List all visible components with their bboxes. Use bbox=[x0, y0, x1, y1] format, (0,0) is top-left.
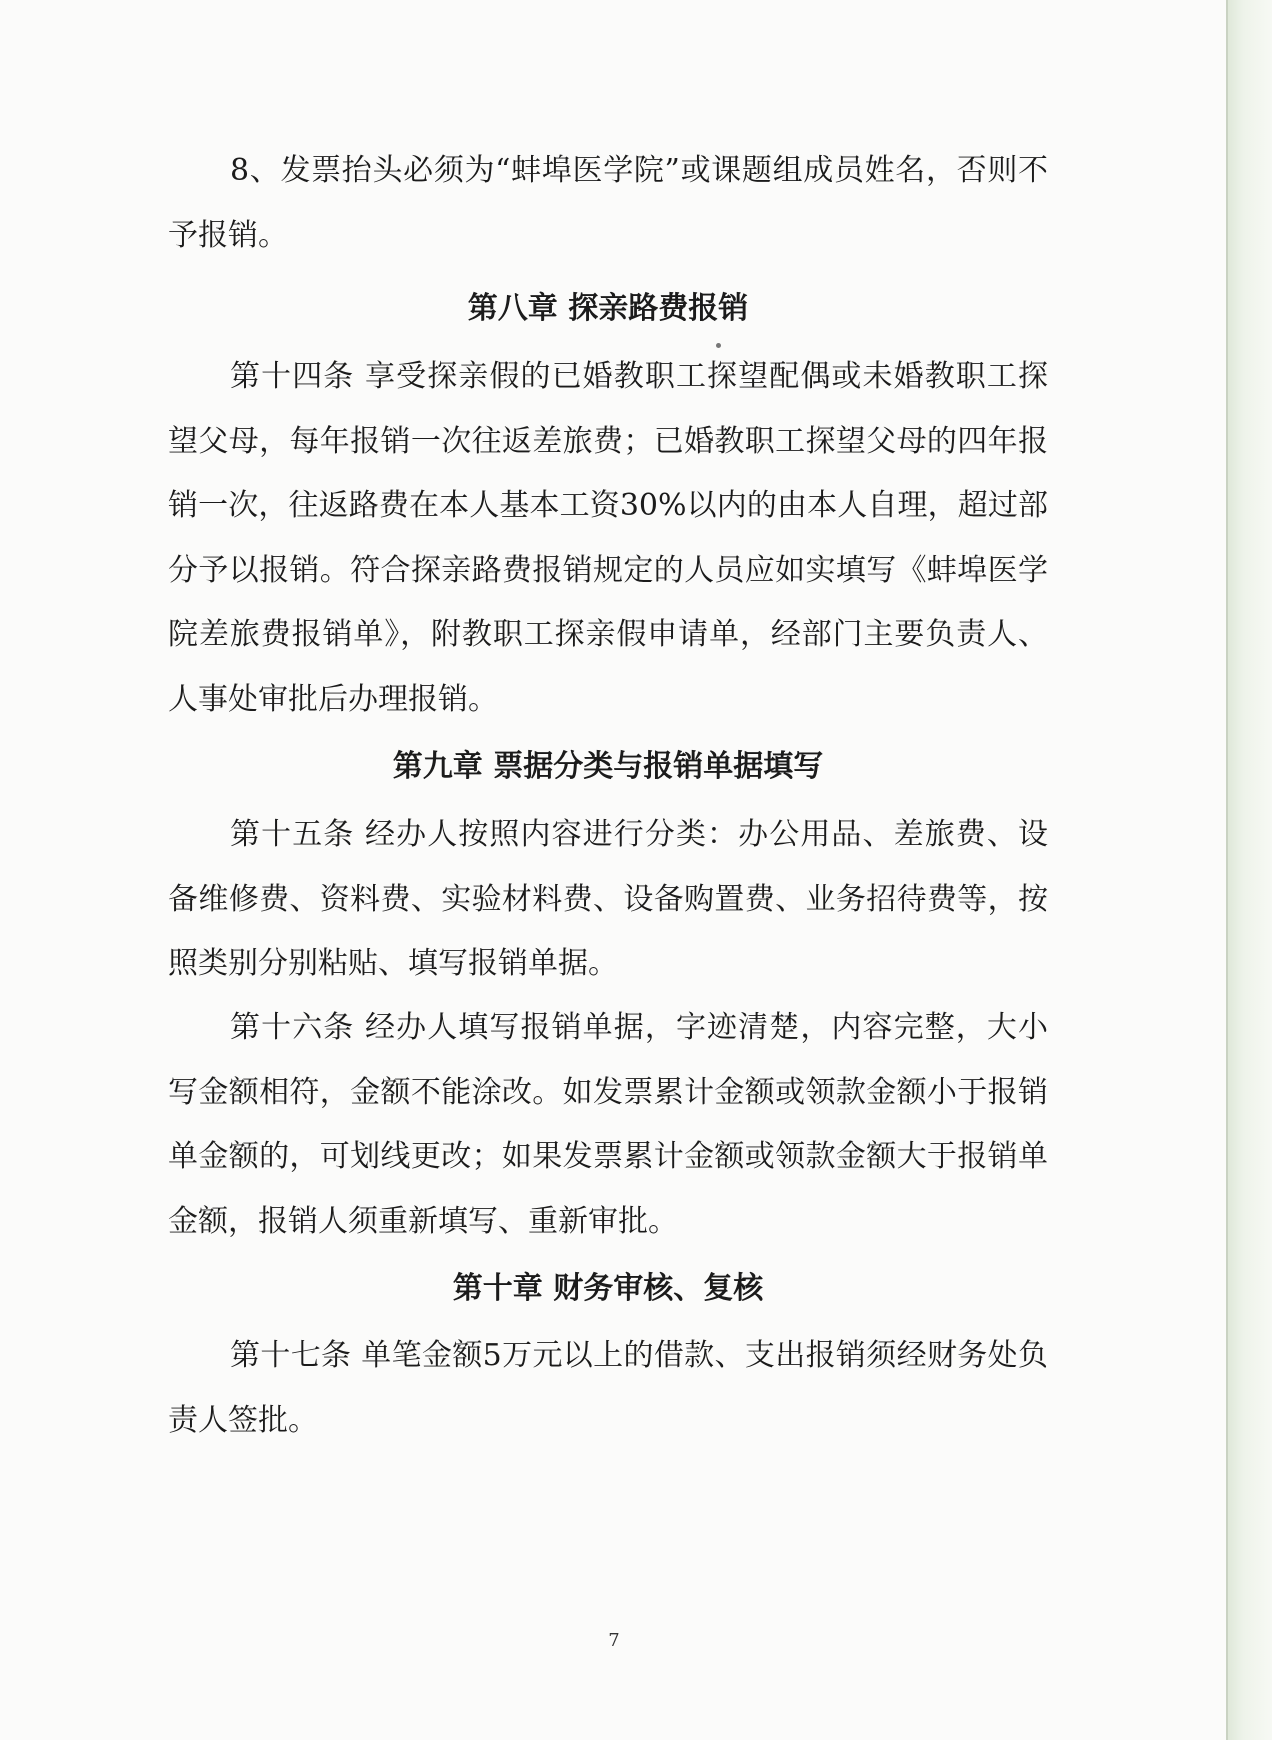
paragraph-article-17: 第十七条 单笔金额5万元以上的借款、支出报销须经财务处负责人签批。 bbox=[168, 1338, 1048, 1438]
heading-chapter-9: 第九章 票据分类与报销单据填写 bbox=[392, 749, 824, 784]
paragraph-article-14: 第十四条 享受探亲假的已婚教职工探望配偶或未婚教职工探望父母，每年报销一次往返差旅费；已婚教职工探望父母的四年报销一次，往返路费在本人基本工资30%以内的由本人自理，超过部分予以报销。符合探亲路费报销规定的人员应如实填写《蚌埠医学院差旅费报销单》，附教职工探亲假申请单，经部门主要负责人、人事处审批后办理报销。 bbox=[168, 359, 1048, 717]
heading-chapter-10: 第十章 财务审核、复核 bbox=[452, 1271, 764, 1306]
scan-edge bbox=[1228, 0, 1272, 1740]
heading-chapter-8: 第八章 探亲路费报销 bbox=[467, 291, 749, 326]
paragraph-article-16: 第十六条 经办人填写报销单据，字迹清楚，内容完整，大小写金额相符，金额不能涂改。如发票累计金额或领款金额小于报销单金额的，可划线更改；如果发票累计金额或领款金额大于报销单金额，报销人须重新填写、重新审批。 bbox=[168, 1010, 1048, 1239]
page-number: 7 bbox=[608, 1630, 620, 1651]
paragraph-item-8: 8、发票抬头必须为“蚌埠医学院”或课题组成员姓名，否则不予报销。 bbox=[168, 153, 1048, 253]
paragraph-article-15: 第十五条 经办人按照内容进行分类：办公用品、差旅费、设备维修费、资料费、实验材料费、设备购置费、业务招待费等，按照类别分别粘贴、填写报销单据。 bbox=[168, 817, 1048, 981]
